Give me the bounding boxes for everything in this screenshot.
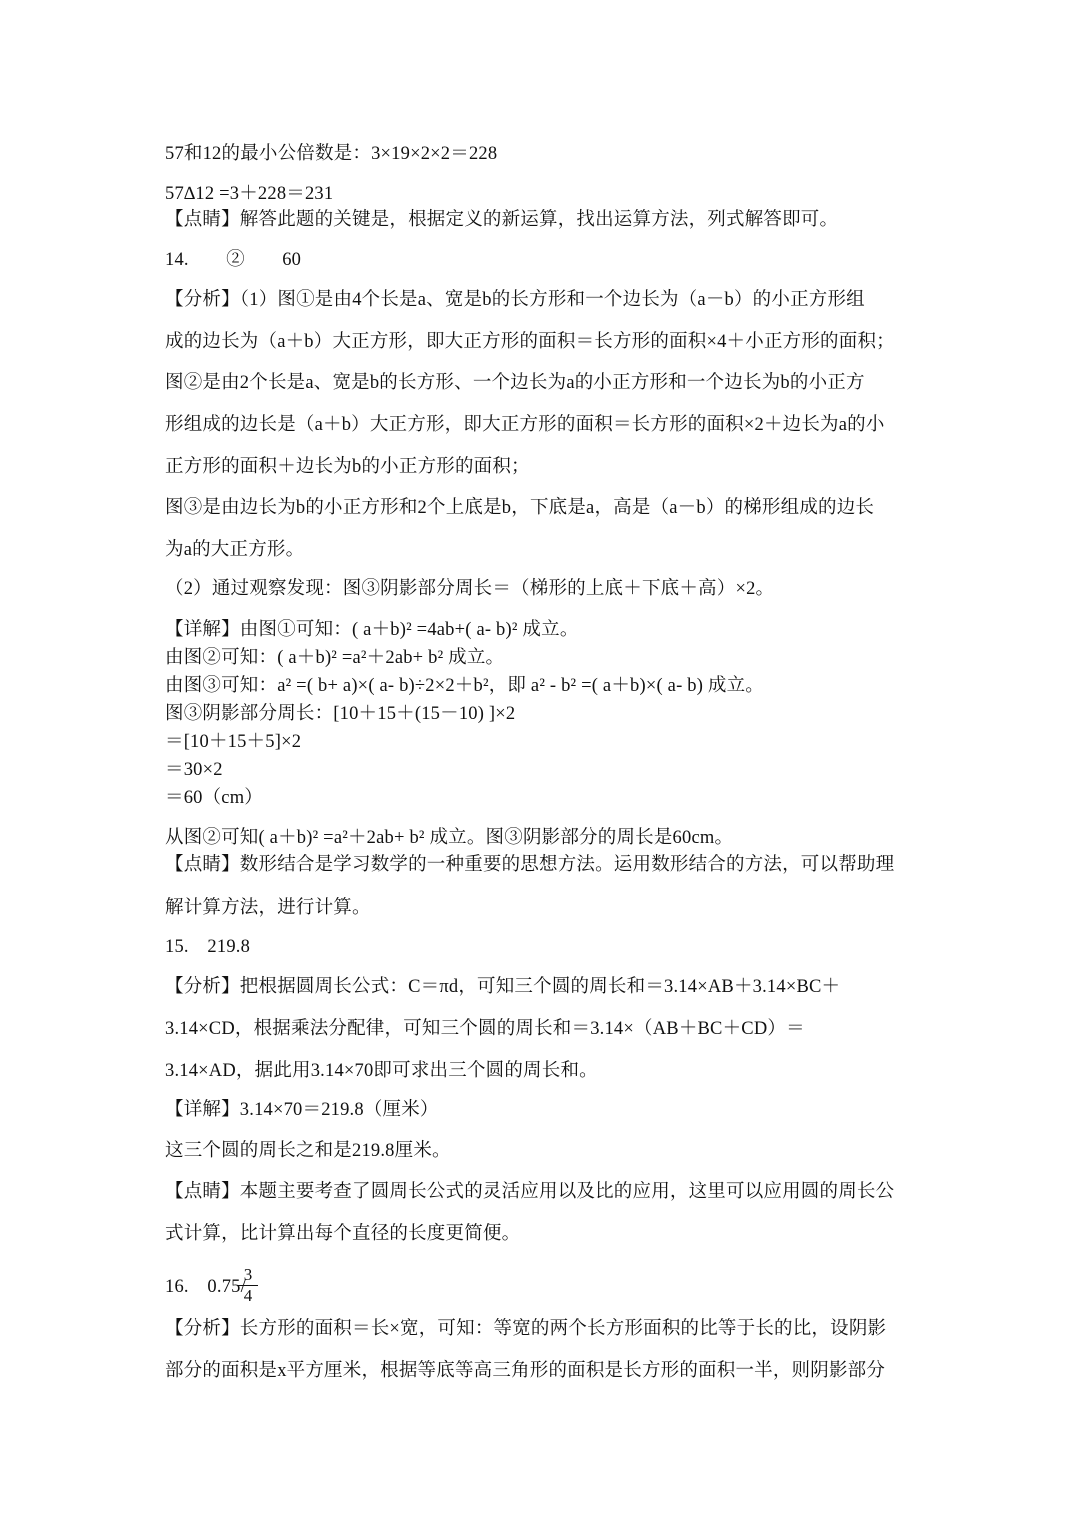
text-line: 【点睛】本题主要考查了圆周长公式的灵活应用以及比的应用，这里可以应用圆的周长公: [165, 1182, 895, 1202]
text-line: 3.14×AD，据此用3.14×70即可求出三个圆的周长和。: [165, 1061, 598, 1081]
text-line: 形组成的边长是（a＋b）大正方形，即大正方形的面积＝长方形的面积×2＋边长为a的小: [165, 415, 885, 435]
text-line: 57∆12 =3＋228＝231: [165, 184, 334, 204]
formula-line: 图③阴影部分周长：[10＋15＋(15－10) ]×2: [165, 704, 516, 724]
text-line: 【分析】把根据圆周长公式：C＝πd，可知三个圆的周长和＝3.14×AB＋3.14×BC＋: [165, 977, 841, 997]
question-number-16: 16. 0.75/: [165, 1277, 246, 1297]
formula-line: ＝[10＋15＋5]×2: [165, 732, 302, 752]
question-number-15: 15. 219.8: [165, 937, 251, 957]
fraction-denominator: 4: [243, 1286, 253, 1305]
text-line: 【分析】长方形的面积＝长×宽，可知：等宽的两个长方形面积的比等于长的比，设阴影: [165, 1319, 887, 1339]
text-line: 这三个圆的周长之和是219.8厘米。: [165, 1141, 451, 1161]
text-line: 【点睛】数形结合是学习数学的一种重要的思想方法。运用数形结合的方法，可以帮助理: [165, 855, 895, 875]
text-line: 式计算，比计算出每个直径的长度更简便。: [165, 1224, 521, 1244]
text-line: 解计算方法，进行计算。: [165, 898, 371, 918]
text-line: 成的边长为（a＋b）大正方形，即大正方形的面积＝长方形的面积×4＋小正方形的面积；: [165, 332, 895, 352]
formula-line: 【详解】由图①可知：( a＋b)² =4ab+( a- b)² 成立。: [165, 620, 579, 640]
text-line: 为a的大正方形。: [165, 540, 305, 560]
formula-line: ＝30×2: [165, 760, 223, 780]
text-line: 部分的面积是x平方厘米，根据等底等高三角形的面积是长方形的面积一半，则阴影部分: [165, 1361, 886, 1381]
fraction-numerator: 3: [243, 1265, 253, 1284]
text-line: （2）通过观察发现：图③阴影部分周长＝（梯形的上底＋下底＋高）×2。: [165, 579, 775, 599]
fraction: [236, 1266, 260, 1305]
text-line: 【详解】3.14×70＝219.8（厘米）: [165, 1100, 439, 1120]
text-line: 图②是由2个长是a、宽是b的长方形、一个边长为a的小正方形和一个边长为b的小正方: [165, 373, 865, 393]
formula-line: 由图③可知：a² =( b+ a)×( a- b)÷2×2＋b²，即 a² - b² =( a＋b)×( a- b) 成立。: [165, 676, 764, 696]
text-line: 57和12的最小公倍数是：3×19×2×2＝228: [165, 144, 498, 164]
text-line: 正方形的面积＋边长为b的小正方形的面积；: [165, 457, 530, 477]
question-number-14: 14. ② 60: [165, 250, 302, 270]
text-line: 3.14×CD，根据乘法分配律，可知三个圆的周长和＝3.14×（AB＋BC＋CD）＝: [165, 1019, 805, 1039]
formula-line: ＝60（cm）: [165, 788, 264, 808]
formula-line: 由图②可知：( a＋b)² =a²＋2ab+ b² 成立。: [165, 648, 505, 668]
text-line: 【分析】（1）图①是由4个长是a、宽是b的长方形和一个边长为（a－b）的小正方形组: [165, 290, 865, 310]
text-line: 从图②可知( a＋b)² =a²＋2ab+ b² 成立。图③阴影部分的周长是60cm。: [165, 828, 734, 848]
text-line: 【点睛】解答此题的关键是，根据定义的新运算，找出运算方法，列式解答即可。: [165, 210, 839, 230]
text-line: 图③是由边长为b的小正方形和2个上底是b，下底是a，高是（a－b）的梯形组成的边长: [165, 498, 875, 518]
